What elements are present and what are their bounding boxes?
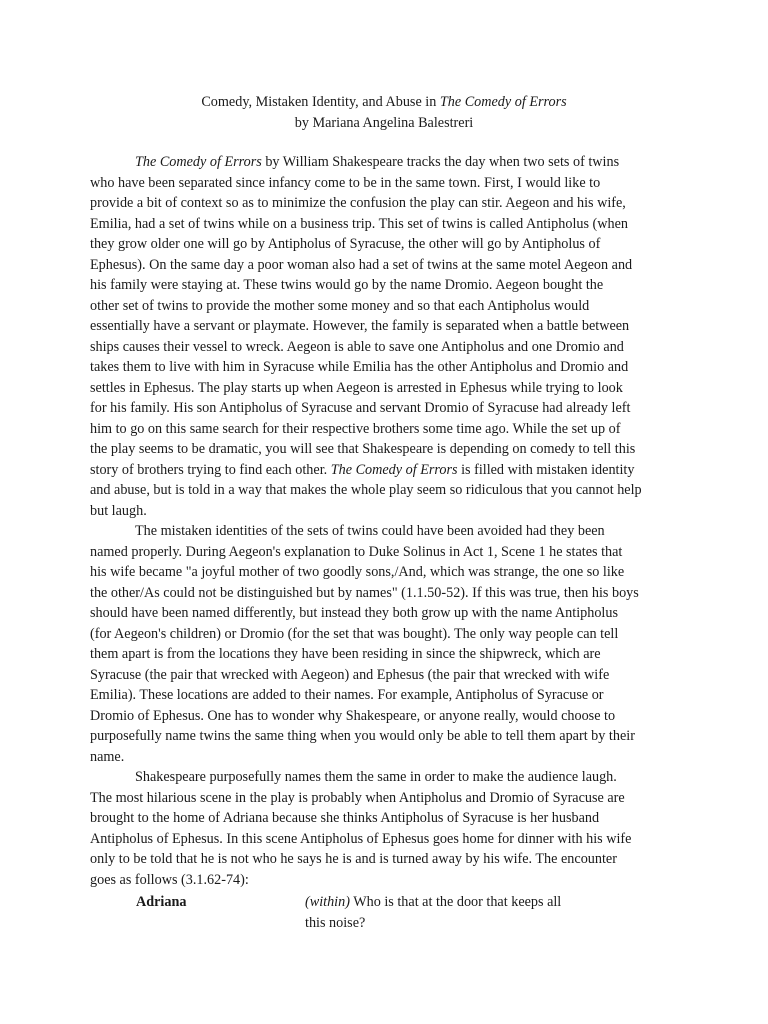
text-line bbox=[90, 398, 680, 419]
text-segment: by William Shakespeare tracks the day when two sets of twins bbox=[261, 154, 620, 170]
text-line bbox=[90, 788, 680, 809]
text-line bbox=[90, 706, 680, 727]
text-line bbox=[90, 870, 680, 891]
text-line bbox=[90, 214, 680, 235]
text-line bbox=[90, 234, 680, 255]
text-line bbox=[90, 357, 680, 378]
text-segment: other set of twins to provide the mother some money and so that each Antipholus would bbox=[90, 297, 590, 314]
text-segment: should have been named differently, but instead they both grow up with the name Antipholus bbox=[90, 605, 618, 621]
text-segment: (for Aegeon's children) or Dromio (for the set that was bought). The only way people can tell bbox=[90, 625, 619, 642]
italic-title-text: The Comedy of Errors bbox=[330, 461, 458, 478]
text-segment: named properly. During Aegeon's explanation to Duke Solinus in Act 1, Scene 1 he states that bbox=[90, 543, 623, 560]
text-line bbox=[90, 480, 680, 501]
text-line bbox=[90, 152, 680, 173]
text-line bbox=[90, 173, 680, 194]
text-line bbox=[90, 378, 680, 399]
text-segment: ships causes their vessel to wreck. Aegeon is able to save one Antipholus and one Dromio and bbox=[90, 338, 624, 355]
text-line bbox=[90, 747, 680, 768]
text-line bbox=[90, 316, 680, 337]
text-segment: Emilia, had a set of twins while on a business trip. This set of twins is called Antipholus (when bbox=[90, 215, 629, 232]
text-segment: The mistaken identities of the sets of twins could have been avoided had they been bbox=[135, 523, 605, 539]
text-segment: them apart is from the locations they have been residing in since the shipwreck, which are bbox=[90, 646, 601, 662]
text-line bbox=[90, 685, 680, 706]
text-segment: Ephesus). On the same day a poor woman also had a set of twins at the same motel Aegeon and bbox=[90, 256, 633, 273]
text-segment: and abuse, but is told in a way that makes the whole play seem so ridiculous that you cannot help bbox=[90, 482, 642, 498]
text-segment: takes them to live with him in Syracuse while Emilia has the other Antipholus and Dromio and bbox=[90, 359, 629, 375]
text-segment: name. bbox=[90, 748, 125, 765]
text-segment: for his family. His son Antipholus of Syracuse and servant Dromio of Syracuse had already left bbox=[90, 400, 631, 416]
text-line bbox=[90, 275, 680, 296]
text-line bbox=[90, 849, 680, 870]
speaker-name: Adriana bbox=[136, 894, 187, 910]
text-segment: the play seems to be dramatic, you will see that Shakespeare is depending on comedy to tell this bbox=[90, 441, 636, 457]
title-work: The Comedy of Errors bbox=[439, 94, 567, 110]
text-line bbox=[90, 296, 680, 317]
text-line bbox=[90, 665, 680, 686]
text-line bbox=[90, 439, 680, 460]
speech-line-1: Who is that at the door that keeps all bbox=[349, 894, 562, 910]
text-segment: him to go on this same search for their respective brothers some time ago. While the set up of bbox=[90, 420, 621, 437]
text-line bbox=[90, 624, 680, 645]
speech-line bbox=[305, 892, 605, 913]
text-line bbox=[90, 603, 680, 624]
text-line bbox=[90, 460, 680, 481]
text-segment: provide a bit of context so as to minimize the confusion the play can stir. Aegeon and his wife, bbox=[90, 195, 626, 211]
text-segment: settles in Ephesus. The play starts up when Aegeon is arrested in Ephesus while trying to look bbox=[90, 379, 623, 396]
text-segment: The most hilarious scene in the play is probably when Antipholus and Dromio of Syracuse are bbox=[90, 789, 625, 806]
text-segment: essentially have a servant or playmate. However, the family is separated when a battle between bbox=[90, 318, 630, 334]
text-segment: but laugh. bbox=[90, 502, 147, 519]
text-segment: they grow older one will go by Antipholus of Syracuse, the other will go by Antipholus of bbox=[90, 236, 601, 252]
text-segment: brought to the home of Adriana because she thinks Antipholus of Syracuse is her husband bbox=[90, 810, 600, 826]
text-line bbox=[90, 726, 680, 747]
text-segment: Antipholus of Ephesus. In this scene Antipholus of Ephesus goes home for dinner with his wife bbox=[90, 830, 632, 847]
byline: by Mariana Angelina Balestreri bbox=[294, 114, 474, 131]
text-segment: his wife became "a joyful mother of two goodly sons,/And, which was strange, the one so like bbox=[90, 564, 625, 580]
text-segment: purposefully name twins the same thing when you would only be able to tell them apart by their bbox=[90, 728, 635, 744]
text-segment: only to be told that he is not who he says he is and is turned away by his wife. The encounter bbox=[90, 851, 617, 867]
text-line bbox=[90, 829, 680, 850]
text-line bbox=[90, 193, 680, 214]
text-segment: Syracuse (the pair that wrecked with Aegeon) and Ephesus (the pair that wrecked with wife bbox=[90, 666, 610, 683]
paragraph bbox=[90, 152, 680, 521]
text-line bbox=[90, 255, 680, 276]
speech-line-2: this noise? bbox=[305, 914, 366, 931]
text-segment: Shakespeare purposefully names them the same in order to make the audience laugh. bbox=[135, 769, 617, 785]
text-line bbox=[90, 337, 680, 358]
text-segment: goes as follows (3.1.62-74): bbox=[90, 871, 249, 888]
text-line bbox=[90, 419, 680, 440]
text-line bbox=[90, 644, 680, 665]
title-prefix: Comedy, Mistaken Identity, and Abuse in bbox=[201, 94, 440, 110]
italic-title-text: The Comedy of Errors bbox=[135, 154, 262, 170]
document-title bbox=[0, 92, 768, 133]
text-line bbox=[90, 501, 680, 522]
text-segment: Dromio of Ephesus. One has to wonder why Shakespeare, or anyone really, would choose to bbox=[90, 707, 616, 724]
text-segment: who have been separated since infancy come to be in the same town. First, I would like to bbox=[90, 174, 601, 191]
essay-body bbox=[90, 152, 680, 890]
title-line bbox=[0, 92, 768, 113]
text-line bbox=[90, 562, 680, 583]
speech-text bbox=[305, 892, 605, 933]
text-line bbox=[90, 521, 680, 542]
text-segment: the other/As could not be distinguished but by names" (1.1.50-52). If this was true, then his boys bbox=[90, 584, 639, 601]
text-line bbox=[90, 542, 680, 563]
paragraph bbox=[90, 767, 680, 890]
text-line bbox=[90, 583, 680, 604]
text-segment: is filled with mistaken identity bbox=[457, 461, 635, 478]
text-line bbox=[90, 808, 680, 829]
text-segment: his family were staying at. These twins would go by the name Dromio. Aegeon bought the bbox=[90, 277, 604, 293]
paragraph bbox=[90, 521, 680, 767]
text-line bbox=[90, 767, 680, 788]
stage-direction: (within) bbox=[305, 894, 350, 910]
text-segment: Emilia). These locations are added to their names. For example, Antipholus of Syracuse or bbox=[90, 687, 604, 703]
text-segment: story of brothers trying to find each other. bbox=[90, 461, 331, 478]
